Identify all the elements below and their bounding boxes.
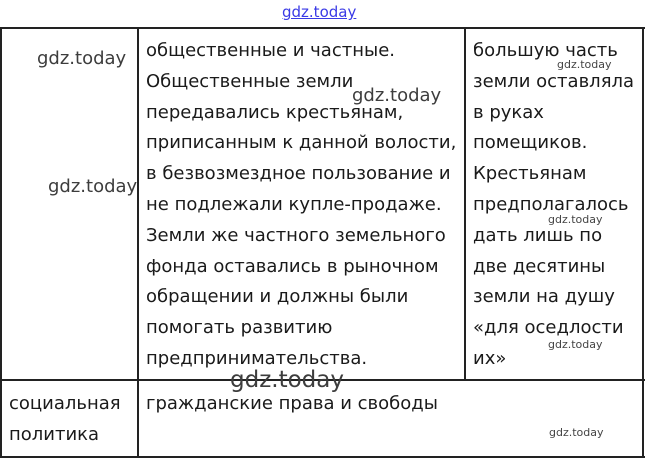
text-line: не подлежали купле-продаже. [146, 193, 442, 215]
row2-left-cell [9, 389, 121, 451]
text-line: гражданские права и свободы [146, 393, 438, 414]
watermark: gdz.today [549, 426, 604, 439]
table-border-top [0, 27, 645, 29]
watermark: gdz.today [352, 85, 442, 106]
watermark: gdz.today [230, 367, 344, 393]
text-line: социальная [9, 393, 121, 414]
text-line: передавались крестьянам, [146, 101, 404, 123]
text-line: «для оседлости [473, 317, 624, 339]
table-column-divider-2 [464, 27, 466, 381]
watermark-top: gdz.today [282, 3, 357, 21]
watermark: gdz.today [37, 48, 127, 69]
watermark: gdz.today [548, 338, 603, 351]
text-line: их» [473, 347, 507, 369]
text-line: Крестьянам [473, 163, 587, 185]
watermark: gdz.today [548, 213, 603, 226]
text-line: земли на душу [473, 286, 615, 308]
text-line: две десятины [473, 255, 606, 277]
text-line: обращении и должны были [146, 286, 409, 308]
watermark: gdz.today [48, 176, 138, 197]
row2-middle-cell [146, 389, 438, 420]
text-line: помогать развитию [146, 317, 333, 339]
text-line: Земли же частного земельного [146, 224, 446, 246]
text-line: общественные и частные. [146, 40, 395, 61]
text-line: политика [9, 423, 100, 445]
text-line: Общественные земли [146, 70, 354, 92]
row1-right-cell [473, 36, 634, 375]
text-line: в безвозмездное пользование и [146, 163, 451, 185]
table-border-bottom [0, 456, 645, 458]
table-column-divider-1 [137, 27, 139, 458]
text-line: в руках [473, 101, 544, 123]
text-line: предпринимательства. [146, 347, 368, 369]
text-line: земли оставляла [473, 70, 635, 92]
watermark: gdz.today [557, 58, 612, 71]
table-border-right [642, 27, 644, 458]
text-line: предполагалось [473, 193, 629, 215]
table-border-left [0, 27, 2, 458]
text-line: помещиков. [473, 132, 588, 154]
text-line: приписанным к данной волости, [146, 132, 457, 154]
text-line: дать лишь по [473, 224, 603, 246]
text-line: большую часть [473, 40, 618, 61]
text-line: фонда оставались в рыночном [146, 255, 439, 277]
